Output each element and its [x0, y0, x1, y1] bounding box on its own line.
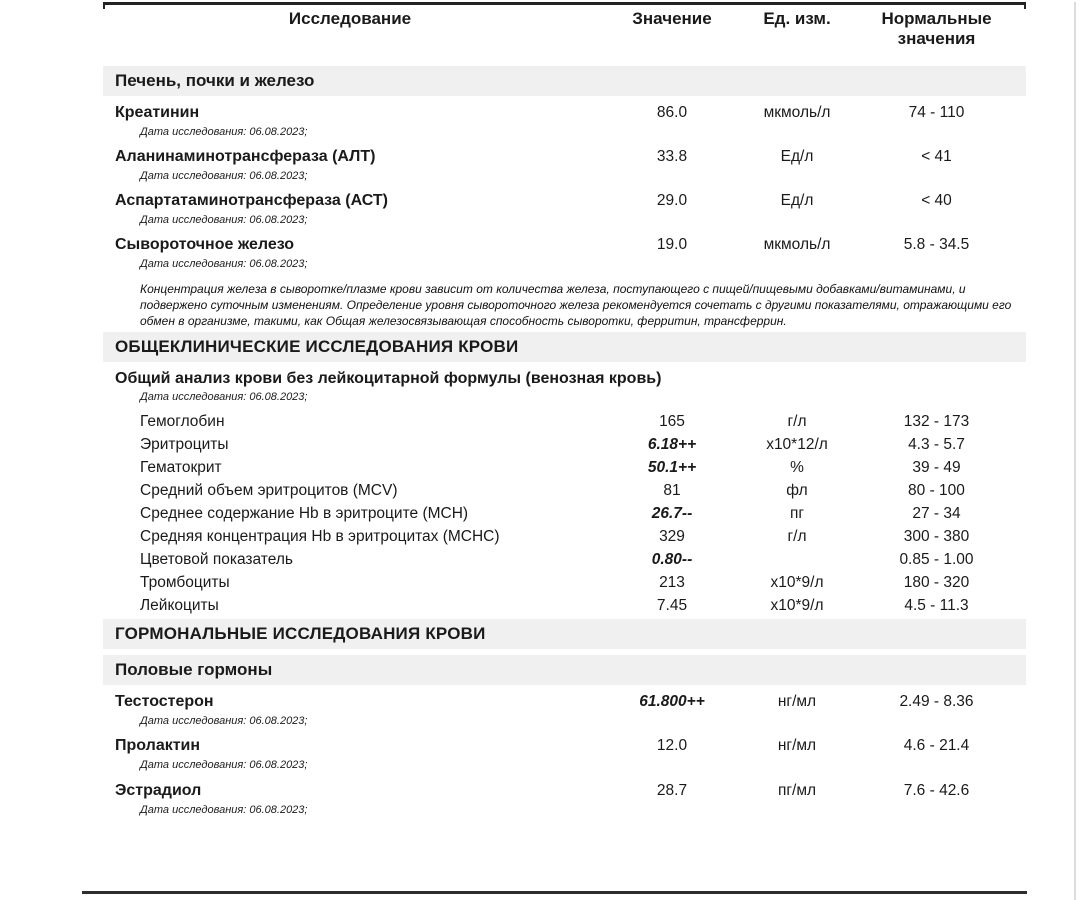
test-value: 29.0	[656, 192, 688, 209]
section-band-hormones: ГОРМОНАЛЬНЫЕ ИССЛЕДОВАНИЯ КРОВИ	[103, 619, 1026, 649]
test-normal-range: 4.3 - 5.7	[908, 436, 965, 453]
test-unit: нг/мл	[777, 737, 817, 754]
test-unit: Ед/л	[780, 192, 814, 209]
lab-report-page	[0, 2, 1080, 900]
test-value: 329	[659, 528, 685, 545]
study-date: Дата исследования: 06.08.2023;	[140, 391, 308, 403]
test-name: Аланинаминотрансфераза (АЛТ)	[115, 148, 376, 165]
test-name: Аспартатаминотрансфераза (АСТ)	[115, 192, 388, 209]
test-row	[103, 103, 1026, 122]
cbc-rows	[103, 410, 1026, 617]
study-date: Дата исследования: 06.08.2023;	[140, 170, 308, 182]
test-normal-range: < 40	[921, 192, 952, 209]
test-value: 33.8	[656, 148, 688, 165]
test-unit: мкмоль/л	[763, 236, 831, 253]
test-unit: Ед/л	[780, 148, 814, 165]
test-normal-range: 300 - 380	[903, 528, 970, 545]
test-value: 7.45	[656, 597, 688, 614]
test-name: Средний объем эритроцитов (MCV)	[140, 482, 398, 499]
column-header-study: Исследование	[288, 9, 412, 28]
test-normal-range: 180 - 320	[903, 574, 970, 591]
test-value: 12.0	[656, 737, 688, 754]
cbc-panel-title: Общий анализ крови без лейкоцитарной формулы (венозная кровь)	[115, 370, 662, 387]
test-normal-range: 27 - 34	[912, 505, 961, 522]
section-band-liver-kidney-iron: Печень, почки и железо	[103, 66, 1026, 96]
test-value: 26.7--	[651, 505, 693, 522]
test-unit: x10*9/л	[770, 574, 824, 591]
test-row	[103, 502, 1026, 525]
study-date: Дата исследования: 06.08.2023;	[140, 214, 308, 226]
study-date: Дата исследования: 06.08.2023;	[140, 759, 308, 771]
test-unit: мкмоль/л	[763, 104, 831, 121]
test-value: 6.18++	[647, 436, 697, 453]
test-name: Креатинин	[115, 104, 200, 121]
test-normal-range: 5.8 - 34.5	[903, 236, 970, 253]
test-row	[103, 433, 1026, 456]
test-normal-range: 4.6 - 21.4	[903, 737, 970, 754]
test-unit: нг/мл	[777, 693, 817, 710]
test-row	[103, 736, 1026, 755]
study-date: Дата исследования: 06.08.2023;	[140, 258, 308, 270]
test-value: 61.800++	[639, 693, 705, 710]
test-name: Лейкоциты	[140, 597, 219, 614]
iron-comment-note: Концентрация железа в сыворотке/плазме крови зависит от количества железа, поступающего с пищей/пищевыми добавками/витаминами, и подвержено суточным изменениям. Определение уровня сывороточного железа рекомендуется сочетать с другими показателями, отражающими его обмен в организме, такими, как Общая железосвязывающая способность сыворотки, ферритин, трансферрин.	[140, 282, 1012, 328]
test-unit	[747, 548, 847, 571]
test-value: 50.1++	[647, 459, 697, 476]
test-value: 81	[663, 482, 681, 499]
test-unit: г/л	[787, 528, 807, 545]
test-normal-range: 74 - 110	[908, 104, 965, 121]
test-normal-range: 2.49 - 8.36	[899, 693, 974, 710]
test-unit: пг	[789, 505, 805, 522]
test-normal-range: < 41	[921, 148, 952, 165]
test-value: 86.0	[656, 104, 688, 121]
test-value: 213	[659, 574, 685, 591]
test-unit: x10*9/л	[770, 597, 824, 614]
test-name: Тромбоциты	[140, 574, 230, 591]
test-row	[103, 147, 1026, 166]
test-value: 28.7	[656, 782, 688, 799]
test-normal-range: 80 - 100	[908, 482, 965, 499]
test-name: Цветовой показатель	[140, 551, 293, 568]
test-name: Эстрадиол	[115, 782, 202, 799]
test-name: Гематокрит	[140, 459, 222, 476]
test-name: Пролактин	[115, 737, 201, 754]
test-name: Гемоглобин	[140, 413, 225, 430]
section-band-sex-hormones: Половые гормоны	[103, 655, 1026, 685]
test-normal-range: 4.5 - 11.3	[904, 597, 969, 614]
column-header-value: Значение	[632, 9, 712, 28]
test-unit: пг/мл	[777, 782, 817, 799]
test-name: Среднее содержание Hb в эритроците (MCH)	[140, 505, 469, 522]
page-right-edge	[1074, 2, 1076, 900]
test-row	[103, 479, 1026, 502]
test-row	[103, 191, 1026, 210]
test-unit: x10*12/л	[766, 436, 828, 453]
test-name: Сывороточное железо	[115, 236, 295, 253]
report-content	[103, 2, 1026, 817]
test-normal-range: 7.6 - 42.6	[903, 782, 970, 799]
section-band-clinical-blood: ОБЩЕКЛИНИЧЕСКИЕ ИССЛЕДОВАНИЯ КРОВИ	[103, 332, 1026, 362]
test-row	[103, 692, 1026, 711]
test-row	[103, 456, 1026, 479]
test-normal-range: 132 - 173	[903, 413, 970, 430]
table-top-border	[103, 2, 1026, 9]
test-name: Тестостерон	[115, 693, 214, 710]
column-header-normal: Нормальные значения	[881, 9, 992, 48]
test-row	[103, 594, 1026, 617]
test-unit: %	[790, 459, 804, 476]
test-value: 19.0	[656, 236, 688, 253]
test-value: 165	[659, 413, 685, 430]
test-row	[103, 548, 1026, 571]
study-date: Дата исследования: 06.08.2023;	[140, 804, 308, 816]
study-date: Дата исследования: 06.08.2023;	[140, 126, 308, 138]
test-row	[103, 571, 1026, 594]
test-row	[103, 525, 1026, 548]
study-date: Дата исследования: 06.08.2023;	[140, 715, 308, 727]
test-unit: фл	[786, 482, 808, 499]
test-name: Средняя концентрация Hb в эритроцитах (MCHC)	[140, 528, 500, 545]
page-bottom-border	[82, 891, 1027, 894]
test-unit: г/л	[787, 413, 807, 430]
column-header-unit: Ед. изм.	[763, 9, 831, 28]
test-row	[103, 410, 1026, 433]
test-value: 0.80--	[651, 551, 693, 568]
results-table-header	[103, 9, 1026, 49]
test-name: Эритроциты	[140, 436, 229, 453]
test-normal-range: 0.85 - 1.00	[899, 551, 974, 568]
test-row	[103, 781, 1026, 800]
test-row	[103, 235, 1026, 254]
test-normal-range: 39 - 49	[912, 459, 961, 476]
